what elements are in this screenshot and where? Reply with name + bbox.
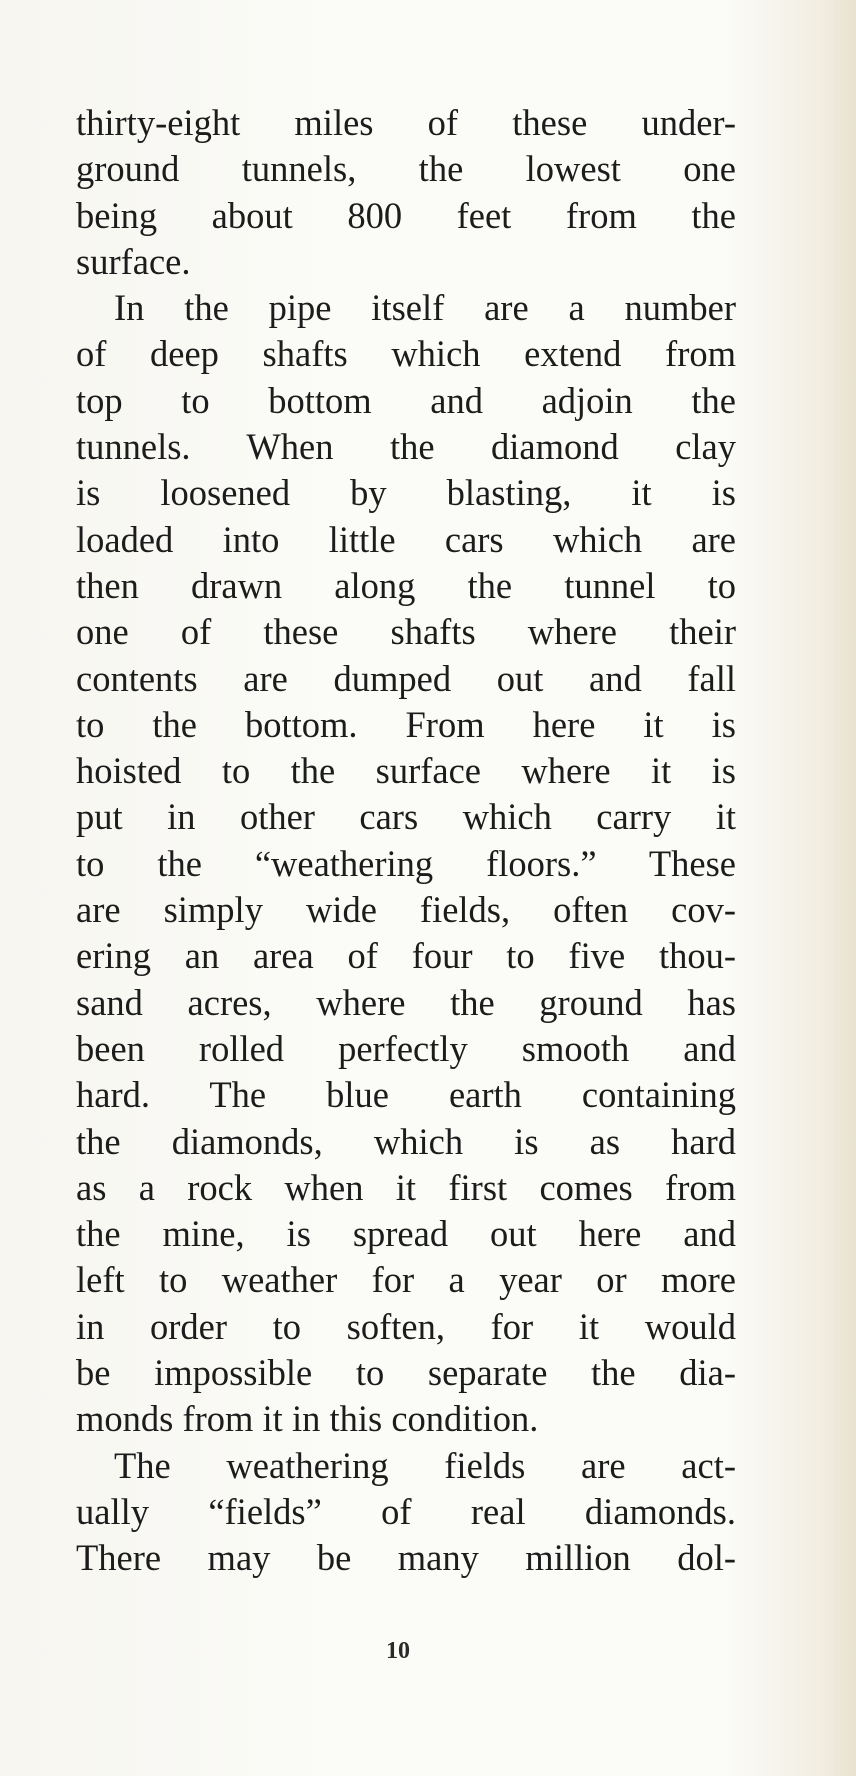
text-line: hoisted to the surface where it is bbox=[76, 750, 736, 792]
text-line: monds from it in this condition. bbox=[76, 1398, 539, 1440]
text-line: thirty-eight miles of these under- bbox=[76, 102, 736, 143]
text-line: top to bottom and adjoin the bbox=[76, 379, 736, 421]
text-line: to the bottom. From here it is bbox=[76, 703, 736, 745]
text-line: the mine, is spread out here and bbox=[76, 1213, 736, 1255]
text-line: then drawn along the tunnel to bbox=[76, 564, 736, 606]
text-line: tunnels. When the diamond clay bbox=[76, 426, 736, 468]
text-line: ually “fields” of real diamonds. bbox=[76, 1490, 736, 1532]
text-line: ering an area of four to five thou- bbox=[76, 935, 736, 977]
text-line: The weathering fields are act- bbox=[114, 1444, 736, 1486]
text-line: is loosened by blasting, it is bbox=[76, 472, 736, 514]
text-line: in order to soften, for it would bbox=[76, 1305, 736, 1347]
text-line: of deep shafts which extend from bbox=[76, 333, 736, 375]
text-line: contents are dumped out and fall bbox=[76, 657, 736, 699]
text-line: In the pipe itself are a number bbox=[114, 287, 736, 329]
text-line: the diamonds, which is as hard bbox=[76, 1120, 736, 1162]
text-line: be impossible to separate the dia- bbox=[76, 1352, 736, 1394]
paragraph-3 bbox=[76, 1443, 736, 1582]
paragraph-2 bbox=[76, 285, 736, 1442]
text-line: are simply wide fields, often cov- bbox=[76, 889, 736, 931]
text-line: as a rock when it first comes from bbox=[76, 1166, 736, 1208]
text-line: to the “weathering floors.” These bbox=[76, 842, 736, 884]
body-text bbox=[76, 100, 736, 1582]
text-line: one of these shafts where their bbox=[76, 611, 736, 653]
paragraph-1 bbox=[76, 100, 736, 285]
text-line: There may be many million dol- bbox=[76, 1537, 736, 1579]
text-line: loaded into little cars which are bbox=[76, 518, 736, 560]
text-line: put in other cars which carry it bbox=[76, 796, 736, 838]
text-line: left to weather for a year or more bbox=[76, 1259, 736, 1301]
text-line: hard. The blue earth containing bbox=[76, 1074, 736, 1116]
text-line: being about 800 feet from the bbox=[76, 194, 736, 236]
page-number: 10 bbox=[386, 1638, 410, 1664]
text-line: been rolled perfectly smooth and bbox=[76, 1027, 736, 1069]
text-line: ground tunnels, the lowest one bbox=[76, 148, 736, 190]
text-line: sand acres, where the ground has bbox=[76, 981, 736, 1023]
text-line: surface. bbox=[76, 240, 191, 282]
